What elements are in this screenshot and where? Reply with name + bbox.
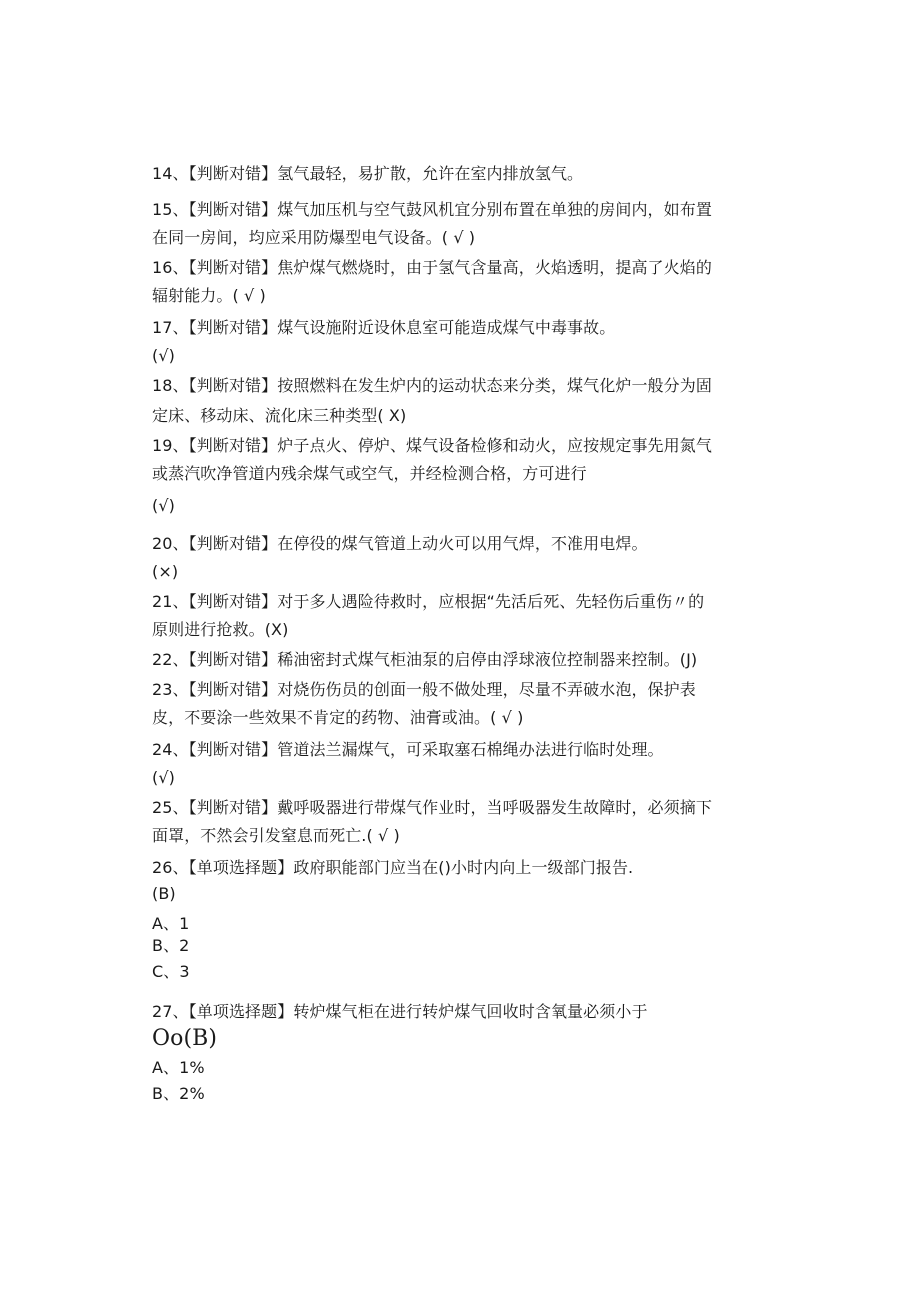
q21-line-1: 21、【判断对错】对于多人遇险待救时，应根据“先活后死、先轻伤后重伤〃的 <box>152 592 705 611</box>
q17-line-1: 17、【判断对错】煤气设施附近设休息室可能造成煤气中毒事故。 <box>152 318 616 337</box>
q25-line-2: 面罩，不然会引发窒息而死亡.( √ ) <box>152 826 400 845</box>
q23-line-1: 23、【判断对错】对烧伤伤员的创面一般不做处理，尽量不弄破水泡，保护表 <box>152 680 696 699</box>
q22-line-1: 22、【判断对错】稀油密封式煤气柜油泵的启停由浮球液位控制器来控制。(J) <box>152 650 698 669</box>
q24-line-1: 24、【判断对错】管道法兰漏煤气，可采取塞石棉绳办法进行临时处理。 <box>152 740 664 759</box>
q15-line-1: 15、【判断对错】煤气加压机与空气鼓风机宜分别布置在单独的房间内，如布置 <box>152 200 712 219</box>
q19-line-2: 或蒸汽吹净管道内残余煤气或空气，并经检测合格，方可进行 <box>152 464 587 483</box>
q18-line-2: 定床、移动床、流化床三种类型( X) <box>152 406 407 425</box>
q26-line-1: 26、【单项选择题】政府职能部门应当在()小时内向上一级部门报告. <box>152 858 634 877</box>
q19-line-1: 19、【判断对错】炉子点火、停炉、煤气设备检修和动火，应按规定事先用氮气 <box>152 436 712 455</box>
q20-answer: (×) <box>152 562 179 581</box>
q18-line-1: 18、【判断对错】按照燃料在发生炉内的运动状态来分类，煤气化炉一般分为固 <box>152 376 712 395</box>
q23-line-2: 皮，不要涂一些效果不肯定的药物、油膏或油。( √ ) <box>152 708 524 727</box>
q26-option-c: C、3 <box>152 962 190 981</box>
q19-answer: (√) <box>152 496 175 515</box>
q26-option-a: A、1 <box>152 914 190 933</box>
q26-option-b: B、2 <box>152 936 190 955</box>
q27-line-1: 27、【单项选择题】转炉煤气柜在进行转炉煤气回收时含氧量必须小于 <box>152 1002 648 1021</box>
q27-answer: Oo(B) <box>152 1026 218 1051</box>
q17-answer: (√) <box>152 346 175 365</box>
q16-line-2: 辐射能力。( √ ) <box>152 286 266 305</box>
q25-line-1: 25、【判断对错】戴呼吸器进行带煤气作业时，当呼吸器发生故障时，必须摘下 <box>152 798 712 817</box>
q16-line-1: 16、【判断对错】焦炉煤气燃烧时，由于氢气含量高，火焰透明，提高了火焰的 <box>152 258 712 277</box>
q27-option-b: B、2% <box>152 1084 205 1103</box>
q27-option-a: A、1% <box>152 1058 205 1077</box>
q20-line-1: 20、【判断对错】在停役的煤气管道上动火可以用气焊，不准用电焊。 <box>152 534 648 553</box>
q15-line-2: 在同一房间，均应采用防爆型电气设备。( √ ) <box>152 228 476 247</box>
q24-answer: (√) <box>152 768 175 787</box>
q21-line-2: 原则进行抢救。(X) <box>152 620 289 639</box>
q14-line: 14、【判断对错】氢气最轻，易扩散，允许在室内排放氢气。 <box>152 164 584 183</box>
q26-answer: (B) <box>152 884 176 903</box>
